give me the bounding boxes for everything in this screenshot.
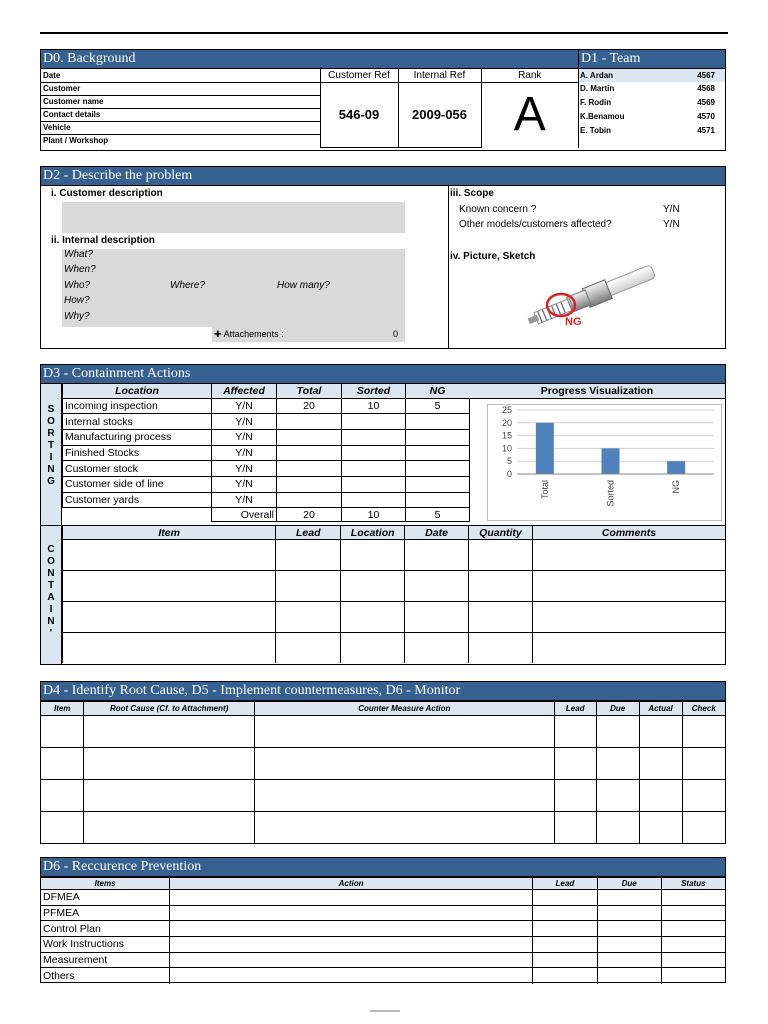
progress-title: Progress Visualization <box>469 384 725 399</box>
y-tick-label: 25 <box>501 405 512 415</box>
col-total: Total <box>277 384 342 398</box>
customer-description-field[interactable] <box>62 202 405 233</box>
contain-side-label <box>41 525 62 664</box>
bar-sorted <box>602 448 620 474</box>
attachment-icon: ✚ <box>214 329 222 339</box>
who-label: Who? <box>64 280 91 291</box>
section-d0-d1 <box>40 49 726 151</box>
x-tick-label: Total <box>539 480 550 500</box>
d0-title: D0. Background <box>41 50 578 69</box>
col-items: Items <box>41 878 170 890</box>
customer-ref-value[interactable]: 546-09 <box>320 82 398 147</box>
sorting-row <box>63 476 470 492</box>
team-member[interactable]: A. Ardan 4567 <box>579 69 725 82</box>
y-tick-label: 0 <box>506 469 512 479</box>
progress-chart <box>487 404 722 521</box>
col-action: Action <box>170 878 533 890</box>
rank-value[interactable]: A <box>481 82 578 147</box>
row-affected[interactable]: Y/N <box>212 398 277 414</box>
row-total[interactable] <box>277 492 342 508</box>
d2-divider <box>448 186 449 348</box>
when-label: When? <box>64 264 96 275</box>
d2-title: D2 - Describe the problem <box>41 167 725 186</box>
how-label: How? <box>64 295 90 306</box>
bar-total <box>536 423 554 474</box>
col-comments: Comments <box>532 526 725 540</box>
label-contact-details: Contact details <box>41 108 320 121</box>
how-many-label: How many? <box>277 280 330 291</box>
row-total[interactable] <box>277 476 342 492</box>
row-sorted[interactable] <box>342 414 406 430</box>
y-tick-label: 5 <box>506 456 512 467</box>
label-customer-name: Customer name <box>41 95 320 108</box>
row-affected[interactable]: Y/N <box>212 414 277 430</box>
root-cause-row[interactable] <box>41 812 725 843</box>
contain-text: CONTAIN' <box>45 544 57 640</box>
prevention-row[interactable] <box>41 921 725 937</box>
sorting-row <box>63 492 470 508</box>
section-d3 <box>40 364 726 665</box>
col-rank: Rank <box>481 69 578 82</box>
contain-row[interactable] <box>63 633 726 663</box>
col-affected: Affected <box>212 384 277 398</box>
prevention-row[interactable] <box>41 905 725 921</box>
row-affected[interactable]: Y/N <box>212 429 277 445</box>
contain-row[interactable] <box>63 540 726 571</box>
col-location: Location <box>63 384 212 398</box>
row-ng[interactable] <box>406 445 470 461</box>
top-rule <box>40 32 728 34</box>
col-lead: Lead <box>554 702 596 716</box>
root-cause-row[interactable] <box>41 716 725 748</box>
overall-sorted: 10 <box>342 508 406 522</box>
team-member[interactable]: K.Benamou 4570 <box>580 112 715 121</box>
sorting-row <box>63 414 470 430</box>
contain-row[interactable] <box>63 602 726 633</box>
y-tick-label: 15 <box>501 430 512 441</box>
label-plant-workshop: Plant / Workshop <box>41 134 320 147</box>
d1-title: D1 - Team <box>579 50 725 69</box>
col-quantity: Quantity <box>468 526 532 540</box>
team-list <box>579 69 725 138</box>
row-ng[interactable]: 5 <box>406 398 470 414</box>
row-sorted[interactable] <box>342 461 406 477</box>
contain-row[interactable] <box>63 571 726 602</box>
row-sorted[interactable] <box>342 476 406 492</box>
row-sorted[interactable] <box>342 492 406 508</box>
col-check: Check <box>682 702 725 716</box>
col-date: Date <box>405 526 469 540</box>
attachments-count: 0 <box>392 329 398 339</box>
prevention-row[interactable] <box>41 937 725 953</box>
row-total[interactable]: 20 <box>277 398 342 414</box>
prevention-item: Measurement <box>41 952 170 968</box>
root-cause-row[interactable] <box>41 780 725 812</box>
scope-label: iii. Scope <box>450 188 494 199</box>
section-d6 <box>40 857 726 983</box>
row-ng[interactable] <box>406 476 470 492</box>
section-d2 <box>40 166 726 349</box>
internal-ref-value[interactable]: 2009-056 <box>398 82 481 147</box>
prevention-row[interactable] <box>41 952 725 968</box>
row-affected[interactable]: Y/N <box>212 461 277 477</box>
other-models-value[interactable]: Y/N <box>663 219 680 230</box>
known-concern-value[interactable]: Y/N <box>663 204 680 215</box>
label-vehicle: Vehicle <box>41 121 320 134</box>
other-models-label: Other models/customers affected? <box>459 219 612 230</box>
overall-row <box>63 508 470 522</box>
col-location: Location <box>341 526 405 540</box>
overall-total: 20 <box>277 508 342 522</box>
row-sorted[interactable] <box>342 445 406 461</box>
label-date: Date <box>41 69 320 82</box>
sorting-row <box>63 398 470 414</box>
prevention-item: DFMEA <box>41 890 170 906</box>
customer-description-label: i. Customer description <box>51 188 163 199</box>
row-ng[interactable] <box>406 414 470 430</box>
prevention-item: PFMEA <box>41 905 170 921</box>
row-total[interactable] <box>277 414 342 430</box>
col-lead: Lead <box>276 526 341 540</box>
spark-plug-picture <box>517 259 667 334</box>
internal-description-field[interactable] <box>62 249 405 327</box>
row-sorted[interactable] <box>342 429 406 445</box>
row-affected[interactable]: Y/N <box>212 492 277 508</box>
col-customer-ref: Customer Ref <box>320 69 398 82</box>
col-status: Status <box>661 878 725 890</box>
section-d4 <box>40 681 726 844</box>
row-location: Manufacturing process <box>63 429 212 445</box>
sorting-table <box>62 384 470 522</box>
overall-ng: 5 <box>406 508 470 522</box>
x-tick-label: NG <box>671 480 682 494</box>
row-location: Finished Stocks <box>63 445 212 461</box>
row-location: Customer side of line <box>63 476 212 492</box>
row-ng[interactable] <box>406 461 470 477</box>
d0-table <box>41 69 578 148</box>
known-concern-label: Known concern ? <box>459 204 537 215</box>
where-label: Where? <box>170 280 206 291</box>
bar-ng <box>667 461 685 474</box>
col-lead: Lead <box>532 878 597 890</box>
row-ng[interactable] <box>406 429 470 445</box>
prevention-item: Others <box>41 968 170 984</box>
d6-title: D6 - Reccurence Prevention <box>41 858 725 877</box>
what-label: What? <box>64 249 93 260</box>
footer-mark <box>370 1010 400 1012</box>
label-customer: Customer <box>41 82 320 95</box>
row-total[interactable] <box>277 445 342 461</box>
internal-description-label: ii. Internal description <box>51 235 155 246</box>
col-counter-measure: Counter Measure Action <box>254 702 554 716</box>
row-affected[interactable]: Y/N <box>212 445 277 461</box>
sorting-side-label <box>41 384 62 528</box>
col-root-cause: Root Cause (Cf. to Attachment) <box>84 702 254 716</box>
prevention-table <box>41 877 725 984</box>
team-member[interactable]: E. Tobin 4571 <box>580 126 715 135</box>
attachments-label: Attachements : <box>223 329 284 339</box>
col-sorted: Sorted <box>342 384 406 398</box>
sorting-row <box>63 429 470 445</box>
row-total[interactable] <box>277 429 342 445</box>
sorting-row <box>63 461 470 477</box>
row-location: Incoming inspection <box>63 398 212 414</box>
root-cause-table <box>41 701 725 843</box>
col-internal-ref: Internal Ref <box>398 69 481 82</box>
sorting-row <box>63 445 470 461</box>
col-ng: NG <box>406 384 470 398</box>
root-cause-row[interactable] <box>41 748 725 780</box>
team-member[interactable]: D. Martin 4568 <box>580 84 715 93</box>
col-actual: Actual <box>639 702 682 716</box>
row-sorted[interactable]: 10 <box>342 398 406 414</box>
prevention-item: Control Plan <box>41 921 170 937</box>
prevention-row[interactable] <box>41 968 725 984</box>
overall-label: Overall <box>212 508 277 522</box>
col-due: Due <box>597 878 661 890</box>
row-location: Internal stocks <box>63 414 212 430</box>
col-item: Item <box>63 526 276 540</box>
ng-label: NG <box>565 316 582 328</box>
col-item: Item <box>41 702 84 716</box>
d4-title: D4 - Identify Root Cause, D5 - Implement countermeasures, D6 - Monitor <box>41 682 725 701</box>
row-affected[interactable]: Y/N <box>212 476 277 492</box>
x-tick-label: Sorted <box>605 480 616 507</box>
prevention-item: Work Instructions <box>41 937 170 953</box>
sorting-text: SORTING <box>45 404 57 488</box>
row-location: Customer stock <box>63 461 212 477</box>
row-total[interactable] <box>277 461 342 477</box>
team-member[interactable]: F. Rodin 4569 <box>580 98 715 107</box>
contain-table <box>62 525 725 663</box>
d3-title: D3 - Containment Actions <box>41 365 725 384</box>
attachments-row[interactable] <box>212 327 405 342</box>
picture-label: iv. Picture, Sketch <box>450 251 536 262</box>
row-location: Customer yards <box>63 492 212 508</box>
y-tick-label: 20 <box>501 417 512 428</box>
y-tick-label: 10 <box>501 443 512 454</box>
why-label: Why? <box>64 311 90 322</box>
col-due: Due <box>596 702 639 716</box>
row-ng[interactable] <box>406 492 470 508</box>
prevention-row[interactable] <box>41 890 725 906</box>
